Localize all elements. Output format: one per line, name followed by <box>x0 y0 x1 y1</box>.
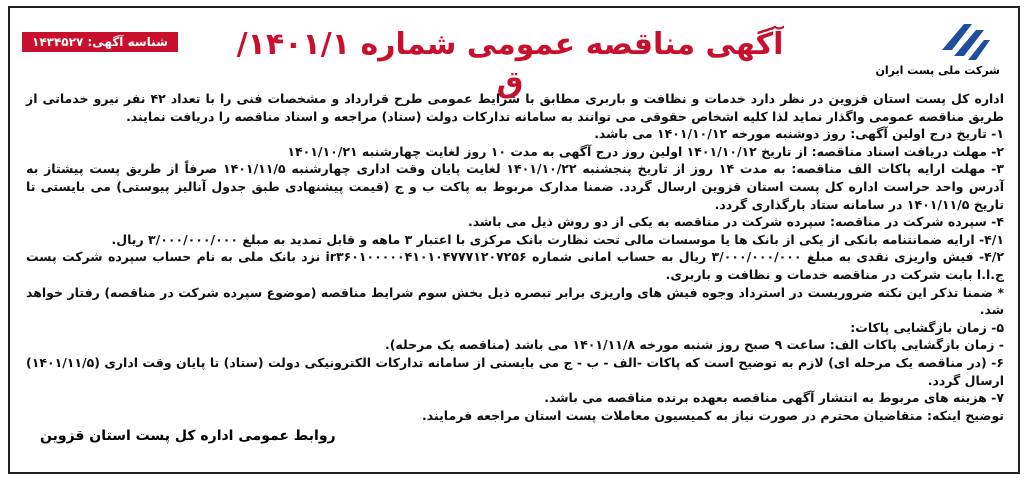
deposit-note: * ضمنا تذکر این نکته ضروریست در استرداد وجوه فیش های واریزی برابر تبصره ذیل بخش سوم شرایط مناقصه (موضوع سپرده شرکت در مناقصه) رفتار خواهد شد. <box>26 284 1004 318</box>
item-deposit: ۴- سپرده شرکت در مناقصه: سپرده شرکت در مناقصه به یکی از دو روش ذیل می باشد. <box>467 214 1004 230</box>
signature: روابط عمومی اداره کل پست استان قزوین <box>40 428 336 444</box>
logo-caption: شرکت ملی پست ایران <box>875 64 1000 77</box>
item-opening-time: ۵- زمان بازگشایی پاکات: <box>850 319 1004 335</box>
item-opening-time-detail: - زمان بازگشایی پاکات الف: ساعت ۹ صبح روز شنبه مورخه ۱۴۰۱/۱۱/۸ می باشد (مناقصه یک مرحله). <box>384 337 1004 353</box>
closing-note: توضیح اینکه: متقاضیان محترم در صورت نیاز به کمیسیون معاملات پست استان مراجعه فرمایند. <box>422 407 1004 423</box>
iran-post-logo-icon <box>938 20 992 64</box>
item-document-deadline: ۲- مهلت دریافت اسناد مناقصه: از تاریخ ۱۴۰۱/۱۰/۱۲ اولین روز درج آگهی به مدت ۱۰ روز لغایت چهارشنبه ۱۴۰۱/۱۰/۲۱ <box>287 143 1004 159</box>
intro-paragraph: اداره کل پست استان قزوین در نظر دارد خدمات و نظافت و باربری مطابق با شرایط عمومی طرح قرارداد و مشخصات فنی را با تعداد ۴۲ نفر نیرو خدماتی از طریق مناقصه عمومی واگذار نماید لذا کلیه اشخاص حقوقی می توانند به سامانه تدارکات دولت (ستاد) مراجعه و اسناد مناقصه را دریافت نمایند. <box>26 91 1004 124</box>
notice-body <box>26 90 1004 424</box>
notice-number-badge: شناسه آگهی: ۱۴۳۴۵۲۷ <box>22 32 178 52</box>
item-one-stage-note: ۶- (در مناقصه یک مرحله ای) لازم به توضیح است که پاکات -الف - ب - ج می بایستی از سامانه تدارکات الکترونیکی دولت (ستاد) تا پایان وقت اداری (۱۴۰۱/۱۱/۵) ارسال گردد. <box>26 354 1004 388</box>
item-deposit-cash: ۴/۲- فیش واریزی نقدی به مبلغ ۳/۰۰۰/۰۰۰/۰۰۰ ریال به حساب امانی شماره ir۳۶۰۱۰۰۰۰۰۴۱۰۱۰۴۷۷۷۱۲۰۷۲۵۶ نزد بانک ملی به نام حساب سپرده شرکت پست ج.ا.ا بابت شرکت در مناقصه خدمات و نظافت و باربری. <box>26 249 1004 282</box>
item-first-ad-date: ۱- تاریخ درج اولین آگهی: روز دوشنبه مورخه ۱۴۰۱/۱۰/۱۲ می باشد. <box>594 126 1004 142</box>
logo <box>875 20 1000 82</box>
item-envelope-deadline: ۳- مهلت ارایه پاکات الف مناقصه: به مدت ۱۴ روز از تاریخ پنجشنبه ۱۴۰۱/۱۰/۲۲ لغایت پایان وقت اداری چهارشنبه ۱۴۰۱/۱۱/۵ صرفاً از طریق پست پیشتاز به آدرس واحد حراست اداره کل پست استان قزوین ارسال گردد. ضمنا مدارک مربوط به پاکت ب و ج (قیمت پیشنهادی طبق جدول آنالیز پیوستی) می بایستی تا تاریخ ۱۴۰۱/۱۱/۵ در سامانه ستاد بارگذاری گردد. <box>26 161 1005 212</box>
item-ad-cost: ۷- هزینه های مربوط به انتشار آگهی مناقصه بعهده برنده مناقصه می باشد. <box>544 390 1004 406</box>
page-title: آگهی مناقصه عمومی شماره ۱۴۰۱/۱/ق <box>236 27 784 100</box>
item-deposit-guarantee: ۴/۱- ارایه ضمانتنامه بانکی از یکی از بانک ها یا موسسات مالی تحت نظارت بانک مرکزی با اعتبار ۳ ماهه و قابل تمدید به مبلغ ۳/۰۰۰/۰۰۰/۰۰۰ ریال. <box>111 231 1004 247</box>
